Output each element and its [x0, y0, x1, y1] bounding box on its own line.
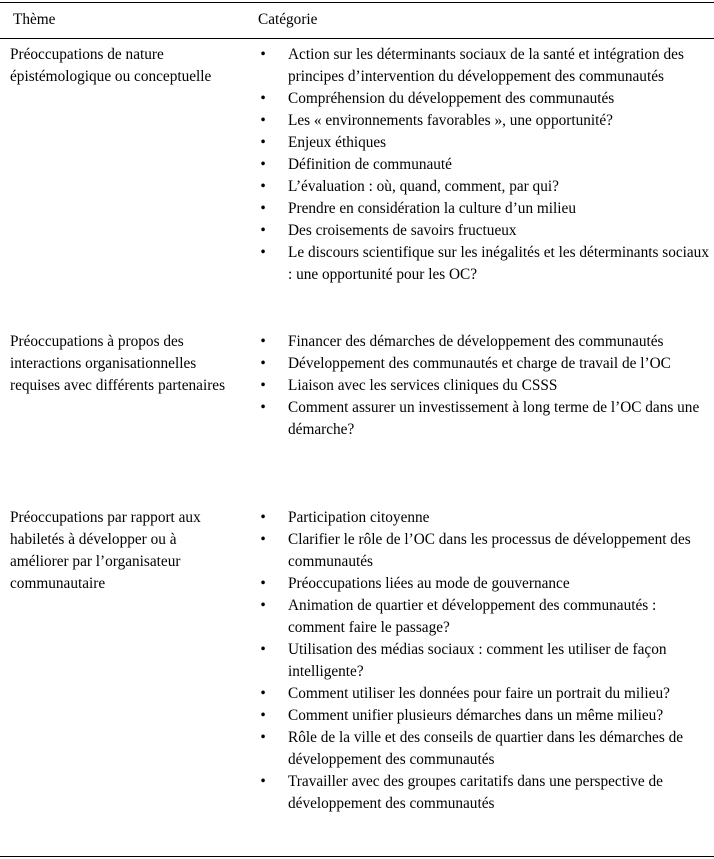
bullet-icon: •: [260, 399, 266, 416]
category-text: Rôle de la ville et des conseils de quartier dans les démarches de développement des communautés: [288, 729, 684, 768]
category-item: [258, 220, 710, 242]
category-item: [258, 683, 710, 705]
category-item: [258, 44, 710, 88]
bullet-icon: •: [260, 509, 266, 526]
category-item: [258, 176, 710, 198]
category-text: Des croisements de savoirs fructueux: [288, 222, 517, 239]
bullet-icon: •: [260, 773, 266, 790]
table-bottom-rule: [0, 856, 714, 857]
bullet-icon: •: [260, 112, 266, 129]
bullet-icon: •: [260, 178, 266, 195]
category-item: [258, 132, 710, 154]
category-list: [258, 331, 710, 441]
bullet-icon: •: [260, 222, 266, 239]
category-item: [258, 573, 710, 595]
bullet-icon: •: [260, 685, 266, 702]
category-text: Financer des démarches de développement des communautés: [288, 333, 664, 350]
theme-cell: Préoccupations à propos des interactions organisationnelles requises avec différents partenaires: [10, 333, 226, 394]
category-text: Comment utiliser les données pour faire un portrait du milieu?: [288, 685, 670, 702]
category-text: Comment assurer un investissement à long terme de l’OC dans une démarche?: [288, 399, 700, 438]
bullet-icon: •: [260, 244, 266, 261]
table-top-rule: [0, 2, 714, 3]
bullet-icon: •: [260, 707, 266, 724]
category-text: Liaison avec les services cliniques du CSSS: [288, 377, 558, 394]
category-text: Les « environnements favorables », une opportunité?: [288, 112, 613, 129]
bullet-icon: •: [260, 531, 266, 548]
header-category: Catégorie: [258, 11, 318, 28]
category-text: Comment unifier plusieurs démarches dans un même milieu?: [288, 707, 664, 724]
category-item: [258, 727, 710, 771]
bullet-icon: •: [260, 333, 266, 350]
category-text: Compréhension du développement des communautés: [288, 90, 615, 107]
category-text: L’évaluation : où, quand, comment, par qui?: [288, 178, 559, 195]
category-item: [258, 198, 710, 220]
header-rule: [0, 38, 714, 39]
category-text: Travailler avec des groupes caritatifs dans une perspective de développement des communautés: [288, 773, 663, 812]
category-text: Enjeux éthiques: [288, 134, 387, 151]
bullet-icon: •: [260, 355, 266, 372]
bullet-icon: •: [260, 575, 266, 592]
category-text: Action sur les déterminants sociaux de la santé et intégration des principes d’intervention du développement des communautés: [288, 46, 684, 85]
category-item: [258, 507, 710, 529]
category-text: Définition de communauté: [288, 156, 452, 173]
category-text: Participation citoyenne: [288, 509, 430, 526]
theme-cell: Préoccupations de nature épistémologique ou conceptuelle: [10, 46, 212, 85]
bullet-icon: •: [260, 597, 266, 614]
category-item: [258, 154, 710, 176]
category-item: [258, 397, 710, 441]
category-list: [258, 507, 710, 815]
category-text: Utilisation des médias sociaux : comment les utiliser de façon intelligente?: [288, 641, 667, 680]
category-item: [258, 595, 710, 639]
category-item: [258, 375, 710, 397]
category-item: [258, 353, 710, 375]
category-item: [258, 771, 710, 815]
category-list: [258, 44, 710, 286]
bullet-icon: •: [260, 200, 266, 217]
bullet-icon: •: [260, 46, 266, 63]
category-text: Développement des communautés et charge de travail de l’OC: [288, 355, 671, 372]
category-item: [258, 529, 710, 573]
bullet-icon: •: [260, 641, 266, 658]
category-text: Prendre en considération la culture d’un milieu: [288, 200, 576, 217]
bullet-icon: •: [260, 377, 266, 394]
category-item: [258, 331, 710, 353]
category-text: Préoccupations liées au mode de gouvernance: [288, 575, 570, 592]
bullet-icon: •: [260, 729, 266, 746]
bullet-icon: •: [260, 156, 266, 173]
bullet-icon: •: [260, 134, 266, 151]
category-item: [258, 110, 710, 132]
category-item: [258, 639, 710, 683]
theme-cell: Préoccupations par rapport aux habiletés à développer ou à améliorer par l’organisateur communautaire: [10, 509, 201, 592]
category-text: Le discours scientifique sur les inégalités et les déterminants sociaux : une opportunité pour les OC?: [288, 244, 709, 283]
header-theme: Thème: [13, 11, 56, 28]
bullet-icon: •: [260, 90, 266, 107]
category-item: [258, 88, 710, 110]
category-item: [258, 242, 710, 286]
category-text: Clarifier le rôle de l’OC dans les processus de développement des communautés: [288, 531, 691, 570]
category-item: [258, 705, 710, 727]
category-text: Animation de quartier et développement des communautés : comment faire le passage?: [288, 597, 657, 636]
